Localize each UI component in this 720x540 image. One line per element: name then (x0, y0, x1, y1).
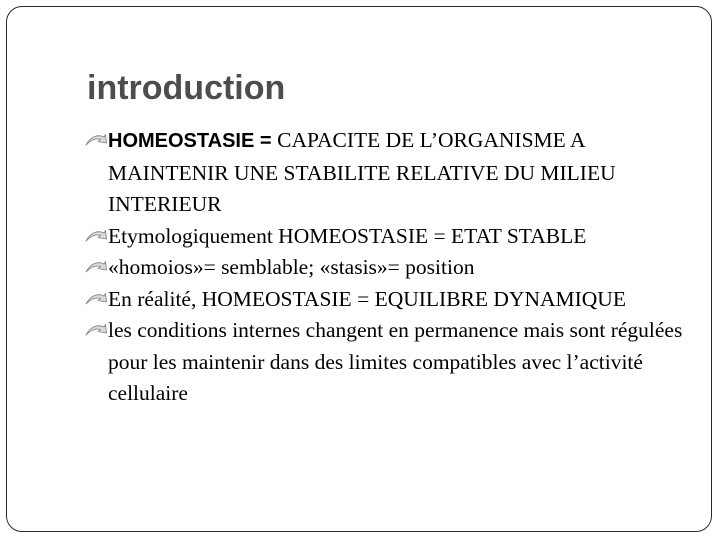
curved-arrow-bullet-icon (85, 323, 107, 339)
curved-arrow-bullet-icon (85, 292, 107, 308)
slide (6, 6, 712, 532)
bullet-text: Etymologiquement HOMEOSTASIE = ETAT STABLE (108, 223, 587, 248)
bullet-text: les conditions internes changent en permanence mais sont régulées pour les maintenir dans des limites compatibles avec l’activité cellulaire (108, 318, 683, 405)
bullet-text: CAPACITE DE L’ORGANISME A MAINTENIR UNE STABILITE RELATIVE DU MILIEU INTERIEUR (108, 128, 616, 216)
bullet-item (85, 221, 685, 253)
bullet-item (85, 252, 685, 284)
bullet-item (85, 284, 685, 316)
bullet-item (85, 125, 685, 221)
bullet-text: «homoios»= semblable; «stasis»= position (108, 255, 475, 279)
curved-arrow-bullet-icon (85, 260, 107, 276)
curved-arrow-bullet-icon (85, 229, 107, 245)
slide-title: introduction (87, 69, 286, 107)
bullet-list (85, 125, 685, 410)
bullet-item (85, 315, 685, 410)
curved-arrow-bullet-icon (85, 133, 107, 149)
bullet-term: HOMEOSTASIE = (108, 130, 278, 152)
bullet-text: En réalité, HOMEOSTASIE = EQUILIBRE DYNAMIQUE (108, 286, 626, 311)
